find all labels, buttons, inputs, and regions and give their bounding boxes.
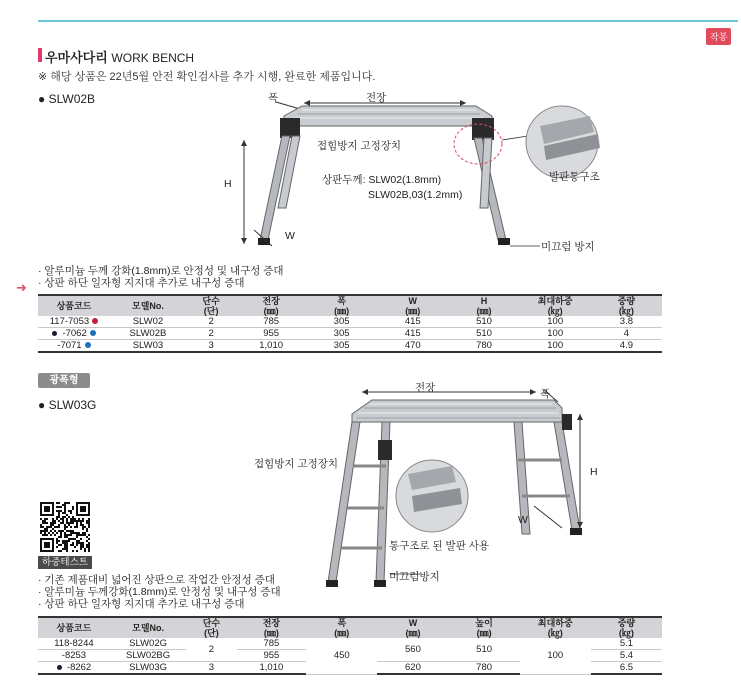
load-test-caption: 하중테스트 <box>38 556 92 569</box>
cell-weight: 5.4 <box>591 650 662 662</box>
table-header-row <box>38 295 662 316</box>
row-marker-icon <box>52 331 57 336</box>
col-header: 최대하중 (㎏) <box>520 617 591 638</box>
col-header: 폭 (㎜) <box>306 295 377 316</box>
feature-item: · 알루미늄 두께 강화(1.8mm)로 안정성 및 내구성 증대 <box>38 265 284 277</box>
label-anti-slip-2: 미끄럼방지 <box>389 571 440 583</box>
label-length-2: 전장 <box>415 382 436 394</box>
top-plate <box>284 106 492 126</box>
cell-h: 780 <box>448 340 519 353</box>
cell-steps: 2 <box>186 638 236 662</box>
col-header: 중량 (㎏) <box>591 295 662 316</box>
cell-steps: 2 <box>186 316 236 328</box>
col-header: 단수 (단) <box>186 295 236 316</box>
cell-w: 470 <box>377 340 448 353</box>
label-thickness-1: 상판두께: SLW02(1.8mm) <box>322 174 442 186</box>
feature-item: · 상판 하단 일자형 지지대 추가로 내구성 증대 <box>38 598 245 610</box>
cell-w: 415 <box>377 328 448 340</box>
width-arrow <box>276 102 300 109</box>
spec-table-2 <box>38 616 662 675</box>
cell-model: SLW02BG <box>110 650 186 662</box>
label-tube-pedal: 발판통구조 <box>549 171 600 183</box>
cell-max-load: 100 <box>520 638 591 674</box>
cell-weight: 6.5 <box>591 662 662 675</box>
table-header-row <box>38 617 662 638</box>
cell-model: SLW02G <box>110 638 186 650</box>
spec-table-1 <box>38 294 662 353</box>
cell-max-load: 100 <box>520 316 591 328</box>
col-header: 모델No. <box>110 295 186 316</box>
label-width: 폭 <box>268 92 279 104</box>
row-marker-icon <box>57 665 62 670</box>
cell-model: SLW03G <box>110 662 186 675</box>
title-korean: 우마사다리 <box>45 50 108 65</box>
col-header: 모델No. <box>110 617 186 638</box>
label-fold-lock: 접힘방지 고정장치 <box>317 140 402 152</box>
cell-w: 560 <box>377 638 448 662</box>
label-tube-pedal-2: 통구조로 된 발판 사용 <box>389 540 490 552</box>
features-list-2 <box>38 574 281 610</box>
cell-model: SLW02B <box>110 328 186 340</box>
cell-steps: 3 <box>186 340 236 353</box>
table-row <box>38 340 662 353</box>
label-fold-lock-2: 접힘방지 고정장치 <box>254 458 339 470</box>
cell-h: 780 <box>449 662 520 675</box>
cell-length: 785 <box>236 316 306 328</box>
label-height: H <box>224 178 232 190</box>
section-title <box>45 47 194 66</box>
left-bracket <box>378 440 392 460</box>
title-english: WORK BENCH <box>111 51 195 65</box>
model-label-slw02b: ● SLW02B <box>38 92 96 106</box>
wide-type-badge: 광폭형 <box>38 373 90 388</box>
safety-notice: ※ 해당 상품은 22년5월 안전 확인검사를 추가 시행, 완료한 제품입니다. <box>38 71 376 83</box>
cell-max-load: 100 <box>520 340 591 353</box>
feature-item: · 알루미늄 두께강화(1.8mm)로 안정성 및 내구성 증대 <box>38 586 281 598</box>
pointer-arrow-icon: ➜ <box>16 280 27 295</box>
w-arrow <box>534 506 562 528</box>
col-header: 중량 (㎏) <box>591 617 662 638</box>
cell-length: 1,010 <box>237 662 307 675</box>
cell-weight: 3.8 <box>591 316 662 328</box>
cell-code: -8253 <box>38 650 110 662</box>
left-bracket <box>280 118 300 138</box>
cell-length: 785 <box>237 638 307 650</box>
cell-steps: 3 <box>186 662 236 675</box>
table-row <box>38 316 662 328</box>
cell-weight: 4 <box>591 328 662 340</box>
table-row <box>38 638 662 650</box>
cell-code: -8262 <box>38 662 110 675</box>
cell-width: 305 <box>306 340 377 353</box>
color-dot-icon <box>90 330 96 336</box>
color-dot-icon <box>85 342 91 348</box>
label-w-2: W <box>518 514 528 526</box>
cell-code: 118-8244 <box>38 638 110 650</box>
col-header: W (㎜) <box>377 617 448 638</box>
cell-w: 415 <box>377 316 448 328</box>
color-dot-icon <box>92 318 98 324</box>
cell-code: 117-7053 <box>38 316 110 328</box>
cell-weight: 5.1 <box>591 638 662 650</box>
col-header: 상품코드 <box>38 617 110 638</box>
col-header: W (㎜) <box>377 295 448 316</box>
cell-code: -7071 <box>38 340 110 353</box>
cell-width: 305 <box>306 328 377 340</box>
table-row <box>38 328 662 340</box>
col-header: 최대하중 (㎏) <box>520 295 591 316</box>
label-w: W <box>285 230 295 242</box>
col-header: 전장 (㎜) <box>237 617 307 638</box>
col-header: 높이 (㎜) <box>449 617 520 638</box>
title-marker <box>38 48 42 62</box>
col-header: H (㎜) <box>448 295 519 316</box>
col-header: 상품코드 <box>38 295 110 316</box>
cell-h: 510 <box>448 316 519 328</box>
cell-length: 955 <box>236 328 306 340</box>
cell-weight: 4.9 <box>591 340 662 353</box>
col-header: 전장 (㎜) <box>236 295 306 316</box>
features-list-1 <box>38 265 284 289</box>
label-height-2: H <box>590 466 598 478</box>
cell-length: 955 <box>237 650 307 662</box>
top-divider <box>38 20 738 22</box>
qr-code-icon[interactable] <box>40 502 90 552</box>
cell-w: 620 <box>377 662 448 675</box>
slw03g-illustration <box>300 378 620 590</box>
model-label-slw03g: ● SLW03G <box>38 398 97 412</box>
cell-width: 305 <box>306 316 377 328</box>
cell-max-load: 100 <box>520 328 591 340</box>
cell-model: SLW02 <box>110 316 186 328</box>
right-bracket <box>472 118 494 140</box>
cell-model: SLW03 <box>110 340 186 353</box>
label-thickness-2: SLW02B,03(1.2mm) <box>368 189 463 201</box>
category-tag: 작봉 <box>706 28 731 45</box>
col-header: 단수 (단) <box>186 617 236 638</box>
cell-length: 1,010 <box>236 340 306 353</box>
label-anti-slip: 미끄럼 방지 <box>541 241 595 253</box>
cell-h: 510 <box>449 638 520 662</box>
cell-steps: 2 <box>186 328 236 340</box>
top-plate <box>352 400 562 422</box>
feature-item: · 상판 하단 일자형 지지대 추가로 내구성 증대 <box>38 277 245 289</box>
cell-width: 450 <box>306 638 377 674</box>
col-header: 폭 (㎜) <box>306 617 377 638</box>
label-length: 전장 <box>366 92 387 104</box>
label-width-2: 폭 <box>540 388 551 400</box>
feature-item: · 기존 제품대비 넓어진 상판으로 작업간 안정성 증대 <box>38 574 275 586</box>
cell-h: 510 <box>448 328 519 340</box>
cell-code: -7062 <box>38 328 110 340</box>
